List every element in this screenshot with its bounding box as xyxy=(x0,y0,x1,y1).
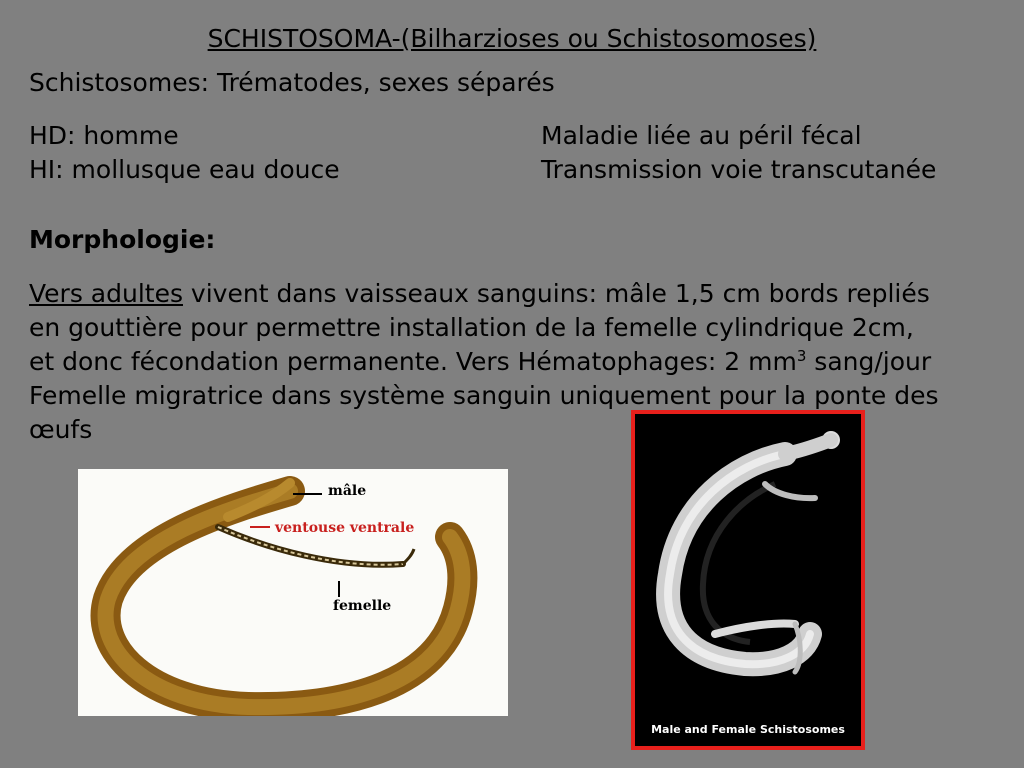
paragraph-line-2: en gouttière pour permettre installation de la femelle cylindrique 2cm, xyxy=(29,313,914,342)
male-worm-sem xyxy=(668,454,810,664)
host-intermediate: HI: mollusque eau douce xyxy=(29,155,340,184)
slide-subtitle: Schistosomes: Trématodes, sexes séparés xyxy=(29,68,555,97)
disease-note: Maladie liée au péril fécal xyxy=(541,121,862,150)
worm-illustration xyxy=(78,469,508,716)
cubic-superscript: 3 xyxy=(796,347,807,365)
transmission-note: Transmission voie transcutanée xyxy=(541,155,937,184)
paragraph-line-5: œufs xyxy=(29,415,93,444)
paragraph-line-3-text: et donc fécondation permanente. Vers Hématophages: 2 mm xyxy=(29,347,797,376)
paragraph-line-1 xyxy=(29,277,989,311)
morphology-heading: Morphologie: xyxy=(29,225,216,254)
male-label: mâle xyxy=(328,483,367,499)
female-label: femelle xyxy=(333,598,392,614)
paragraph-line-1-text: vivent dans vaisseaux sanguins: mâle 1,5 cm bords repliés xyxy=(182,279,930,308)
electron-micrograph xyxy=(635,414,861,746)
host-definitive: HD: homme xyxy=(29,121,179,150)
paragraph-line-3-end: sang/jour xyxy=(806,347,932,376)
micrograph-caption: Male and Female Schistosomes xyxy=(651,723,845,736)
ventral-sucker-label: ventouse ventrale xyxy=(275,520,415,536)
adult-worms-term: Vers adultes xyxy=(29,279,183,308)
paragraph-line-3 xyxy=(29,345,989,379)
electron-micrograph-frame xyxy=(631,410,865,750)
schistosoma-couple-photo xyxy=(78,469,508,716)
paragraph-line-4: Femelle migratrice dans système sanguin uniquement pour la ponte des xyxy=(29,381,939,410)
micrograph-illustration xyxy=(635,414,861,746)
slide-title: SCHISTOSOMA-(Bilharzioses ou Schistosomoses) xyxy=(207,24,817,53)
